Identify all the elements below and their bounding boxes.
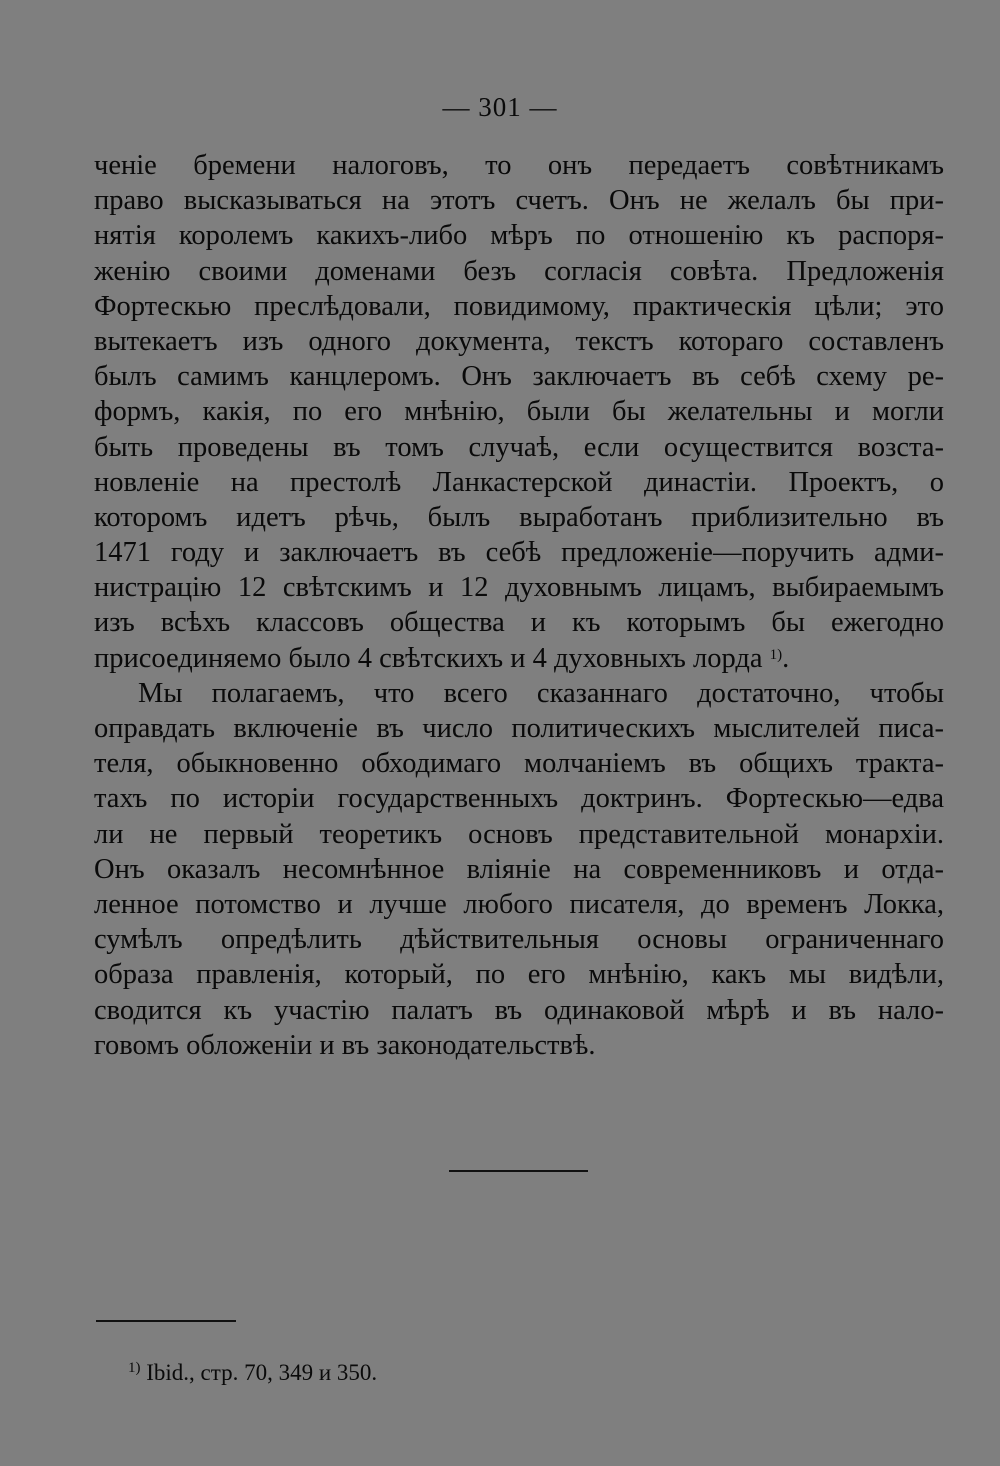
footnote bbox=[128, 1360, 377, 1386]
body-text bbox=[94, 148, 944, 1063]
section-divider bbox=[449, 1170, 588, 1172]
footnote-divider bbox=[96, 1320, 236, 1322]
text-line: Онъ оказалъ несомнѣнное вліяніе на современниковъ и отда- bbox=[94, 853, 944, 885]
text-line: формъ, какія, по его мнѣнію, были бы желательны и могли bbox=[94, 396, 944, 428]
text-line: говомъ обложеніи и въ законодательствѣ. bbox=[94, 1029, 596, 1061]
text-line bbox=[94, 641, 944, 676]
text-line: новленіе на престолѣ Ланкастерской династіи. Проектъ, о bbox=[94, 466, 944, 498]
text-line: которомъ идетъ рѣчь, былъ выработанъ приблизительно въ bbox=[94, 501, 944, 533]
text-line: изъ всѣхъ классовъ общества и къ которымъ бы ежегодно bbox=[94, 607, 944, 639]
footnote-marker: 1) bbox=[128, 1360, 141, 1376]
text-line: Фортескью преслѣдовали, повидимому, практическія цѣли; это bbox=[94, 290, 944, 322]
text-line: женію своими доменами безъ согласія совѣта. Предложенія bbox=[94, 255, 944, 287]
text-line: ли не первый теоретикъ основъ представительной монархіи. bbox=[94, 818, 944, 850]
sentence-end: . bbox=[782, 642, 790, 674]
text-line: теля, обыкновенно обходимаго молчаніемъ въ общихъ тракта- bbox=[94, 748, 944, 780]
text-line: быть проведены въ томъ случаѣ, если осуществится возста- bbox=[94, 431, 944, 463]
text-line: 1471 году и заключаетъ въ себѣ предложеніе—поручить адми- bbox=[94, 537, 944, 569]
footnote-text: Ibid., стр. 70, 349 и 350. bbox=[146, 1360, 378, 1385]
text-line: Мы полагаемъ, что всего сказаннаго достаточно, чтобы bbox=[138, 677, 944, 709]
text-line: нистрацію 12 свѣтскимъ и 12 духовнымъ лицамъ, выбираемымъ bbox=[94, 572, 944, 604]
text-line-content: присоединяемо было 4 свѣтскихъ и 4 духовныхъ лорда bbox=[94, 642, 763, 674]
footnote-reference: 1) bbox=[769, 646, 783, 663]
text-line: нятія королемъ какихъ-либо мѣръ по отношенію къ распоря- bbox=[94, 220, 944, 252]
text-line: тахъ по исторіи государственныхъ доктринъ. Фортескью—едва bbox=[94, 783, 944, 815]
text-line: ленное потомство и лучше любого писателя, до временъ Локка, bbox=[94, 888, 944, 920]
text-line: былъ самимъ канцлеромъ. Онъ заключаетъ въ себѣ схему ре- bbox=[94, 361, 944, 393]
text-line: сумѣлъ опредѣлить дѣйствительныя основы ограниченнаго bbox=[94, 924, 944, 956]
text-line: право высказываться на этотъ счетъ. Онъ не желалъ бы при- bbox=[94, 185, 944, 217]
text-line: сводится къ участію палатъ въ одинаковой мѣрѣ и въ нало- bbox=[94, 994, 944, 1026]
text-line: ченіе бремени налоговъ, то онъ передаетъ совѣтникамъ bbox=[94, 150, 944, 181]
text-line: оправдать включеніе въ число политическихъ мыслителей писа- bbox=[94, 713, 944, 744]
page-number: — 301 — bbox=[442, 92, 558, 122]
text-line: вытекаетъ изъ одного документа, текстъ котораго составленъ bbox=[94, 325, 944, 357]
text-line: образа правленія, который, по его мнѣнію, какъ мы видѣли, bbox=[94, 959, 944, 991]
